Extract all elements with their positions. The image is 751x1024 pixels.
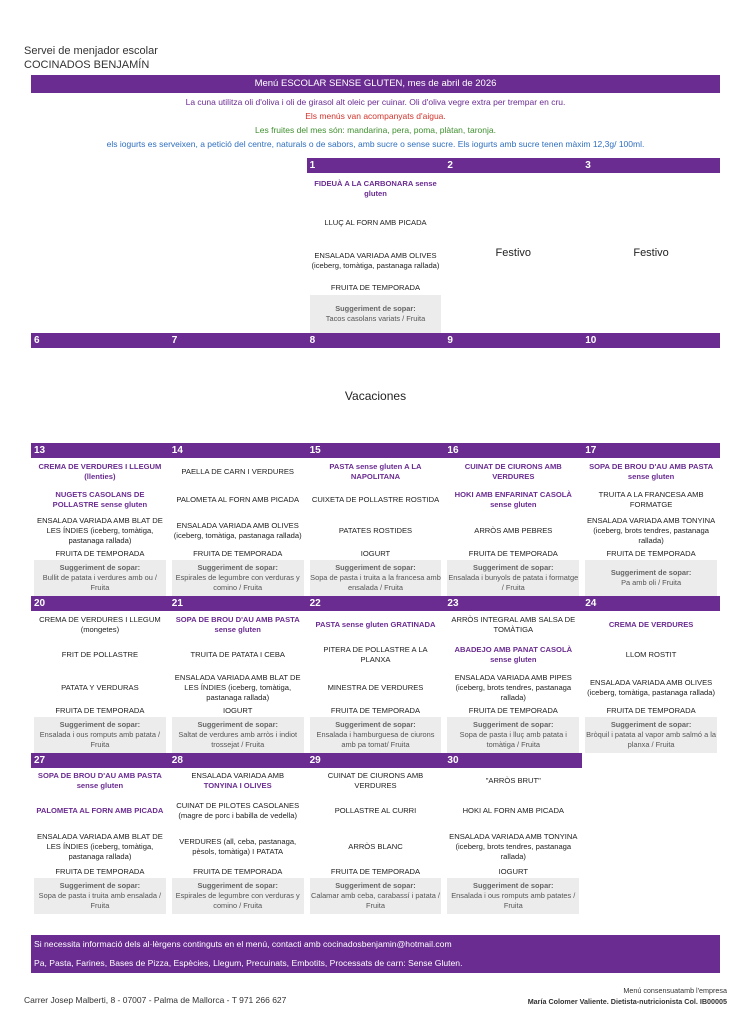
day-number: 20 (31, 596, 169, 611)
dinner-suggestion (34, 717, 166, 753)
dessert: IOGURT (360, 549, 391, 558)
dinner-suggestion-text: Pa amb oli / Fruita (621, 578, 682, 587)
dinner-suggestion-title: Suggeriment de sopar: (197, 881, 278, 890)
dessert: IOGURT (498, 867, 528, 876)
first-course (172, 768, 304, 794)
holiday-cell: Festivo (633, 247, 669, 259)
note-oil: La cuna utilitza oli d'oliva i oli de girasol alt oleic per cuinar. Oli d'oliva vegre extra per trempar en cru. (185, 97, 566, 107)
first-course: SOPA DE BROU D'AU AMB PASTA sense gluten (175, 615, 300, 634)
second-course: PALOMETA AL FORN AMB PICADA (176, 495, 300, 504)
side-dish: ENSALADA VARIADA AMB TONYINA (iceberg, brots tendres, pastanaga rallada) (586, 516, 716, 545)
dinner-suggestion-title: Suggeriment de sopar: (473, 563, 554, 572)
dinner-suggestion-title: Suggeriment de sopar: (335, 304, 416, 313)
day-cell (582, 458, 720, 596)
day-cell (169, 458, 307, 596)
day-number: 9 (444, 333, 582, 348)
dinner-suggestion-title: Suggeriment de sopar: (335, 563, 416, 572)
vacation-label: Vacaciones (344, 388, 407, 403)
day-number: 27 (31, 753, 169, 768)
side-dish: ARRÒS AMB PEBRES (474, 526, 553, 535)
dinner-suggestion (172, 717, 304, 753)
dessert: FRUITA DE TEMPORADA (468, 549, 558, 558)
dinner-suggestion (34, 560, 166, 596)
dinner-suggestion-title: Suggeriment de sopar: (59, 881, 141, 890)
dessert: FRUITA DE TEMPORADA (606, 549, 696, 558)
menu-row (31, 173, 720, 333)
day-number: 6 (31, 333, 169, 348)
dinner-suggestion-text: Espirales de legumbre con verduras y comino / Fruita (175, 573, 300, 592)
first-course: CREMA DE VERDURES (608, 620, 694, 629)
dinner-suggestion (585, 560, 717, 596)
first-course: ARRÒS INTEGRAL AMB SALSA DE TOMÀTIGA (451, 615, 576, 634)
allergen-contact: Si necessita informació dels al·lèrgens continguts en el menú, contacti amb cocinadosbenjamin@hotmail.com (34, 939, 452, 949)
first-course: "ARRÒS BRUT" (485, 776, 541, 785)
dessert: IOGURT (222, 706, 253, 715)
day-number: 24 (582, 596, 720, 611)
second-course: POLLASTRE AL CURRI (334, 806, 417, 815)
dinner-suggestion-title: Suggeriment de sopar: (610, 720, 692, 729)
week-4 (31, 596, 720, 753)
second-course: PALOMETA AL FORN AMB PICADA (36, 806, 164, 815)
side-dish: ENSALADA VARIADA AMB BLAT DE LES ÍNDIES (iceberg, tomàtiga, pastanaga rallada) (37, 516, 163, 545)
first-course: PAELLA DE CARN I VERDURES (181, 467, 294, 476)
side-dish: ENSALADA VARIADA AMB OLIVES (iceberg, tomàtiga, pastanaga rallada) (587, 678, 716, 697)
address: Carrer Josep Malberti, 8 - 07007 - Palma de Mallorca - T 971 266 627 (24, 995, 287, 1005)
day-number-row (31, 753, 720, 768)
dessert: FRUITA DE TEMPORADA (330, 283, 421, 292)
dinner-suggestion-text: Espirales de legumbre con verduras y comino / Fruita (175, 891, 300, 910)
dessert: FRUITA DE TEMPORADA (606, 706, 696, 715)
first-course: FIDEUÀ A LA CARBONARA sense gluten (314, 179, 437, 198)
dinner-suggestion-text: Bullit de patata i verdures amb ou / Fruita (42, 573, 157, 592)
second-course: TRUITA A LA FRANCESA AMB FORMATGE (598, 490, 704, 509)
dinner-suggestion-title: Suggeriment de sopar: (59, 720, 141, 729)
day-cell (444, 768, 582, 914)
menu-row (31, 768, 720, 914)
second-course: CUIXETA DE POLLASTRE ROSTIDA (311, 495, 440, 504)
first-course: SOPA DE BROU D'AU AMB PASTA sense gluten (37, 771, 162, 790)
dessert: FRUITA DE TEMPORADA (55, 706, 145, 715)
day-cell (582, 768, 720, 914)
second-course: ABADEJO AMB PANAT CASOLÀ sense gluten (454, 645, 573, 664)
day-number: 29 (307, 753, 445, 768)
day-number: 13 (31, 443, 169, 458)
dinner-suggestion-title: Suggeriment de sopar: (473, 720, 554, 729)
company-name: COCINADOS BENJAMÍN (24, 59, 150, 71)
holiday-cell: Festivo (495, 247, 532, 259)
first-course: CREMA DE VERDURES I LLEGUM (llenties) (38, 462, 162, 481)
first-course: PASTA sense gluten A LA NAPOLITANA (329, 462, 422, 481)
dessert: FRUITA DE TEMPORADA (193, 867, 283, 876)
side-dish: ENSALADA VARIADA AMB BLAT DE LES ÍNDIES (iceberg, tomàtiga, pastanaga rallada) (174, 673, 301, 702)
day-cell (31, 611, 169, 753)
dinner-suggestion (447, 560, 579, 596)
menu-row (31, 458, 720, 596)
dinner-suggestion-title: Suggeriment de sopar: (197, 720, 278, 729)
day-number: 28 (169, 753, 307, 768)
dinner-suggestion-text: Sopa de pasta i lluç amb patata i tomàtiga / Fruita (459, 730, 567, 749)
dessert: FRUITA DE TEMPORADA (55, 549, 145, 558)
dinner-suggestion (172, 878, 304, 914)
day-number: 10 (582, 333, 720, 348)
side-dish: ENSALADA VARIADA AMB OLIVES (iceberg, tomàtiga, pastanaga rallada) (311, 251, 440, 270)
first-course: PASTA sense gluten GRATINADA (315, 620, 436, 629)
gluten-free-note: Pa, Pasta, Farines, Bases de Pizza, Espècies, Llegum, Precuinats, Embotits, Processats de carn: Sense Gluten. (34, 958, 463, 968)
dessert: FRUITA DE TEMPORADA (330, 706, 421, 715)
dessert: FRUITA DE TEMPORADA (468, 706, 558, 715)
note-yogurt: els iogurts es serveixen, a petició del centre, naturals o de sabors, amb sucre o sense sucre. Els iogurts amb sucre tenen màxim 12,3g/ 100ml. (106, 139, 645, 149)
day-number (582, 753, 720, 768)
dinner-suggestion-title: Suggeriment de sopar: (610, 568, 692, 577)
side-dish: PATATA Y VERDURAS (61, 683, 139, 692)
dish-text: ENSALADA VARIADA AMB (191, 771, 285, 780)
dinner-suggestion (585, 717, 717, 753)
dinner-suggestion-title: Suggeriment de sopar: (473, 881, 554, 890)
day-number: 14 (169, 443, 307, 458)
day-cell (582, 611, 720, 753)
second-course: LLOM ROSTIT (625, 650, 677, 659)
dinner-suggestion-text: Calamar amb ceba, carabassí i patata / Fruita (310, 891, 440, 910)
dinner-suggestion-text: Ensalada i bunyols de patata i formatge / Fruita (448, 573, 579, 592)
day-cell (307, 458, 445, 596)
dinner-suggestion-text: Ensalada i hamburguesa de ciurons amb pa tomat/ Fruita (316, 730, 435, 749)
dinner-suggestion (310, 717, 442, 753)
day-number-row (31, 333, 720, 348)
day-number (31, 158, 169, 173)
allergen-info (31, 935, 720, 973)
signature-line2: María Colomer Valiente. Dietista-nutricionista Col. IB00005 (527, 997, 727, 1006)
side-dish: ENSALADA VARIADA AMB PIPES (iceberg, brots tendres, pastanaga rallada) (454, 673, 572, 702)
day-cell (307, 768, 445, 914)
dinner-suggestion (34, 878, 166, 914)
dinner-suggestion-text: Ensalada i ous romputs amb patates / Fruita (451, 891, 576, 910)
day-number: 7 (169, 333, 307, 348)
second-course: FRIT DE POLLASTRE (61, 650, 139, 659)
dinner-suggestion-text: Saltat de verdures amb arròs i indiot trossejat / Fruita (178, 730, 298, 749)
second-course: PITERA DE POLLASTRE A LA PLANXA (323, 645, 428, 664)
day-cell (31, 768, 169, 914)
day-number-row (31, 596, 720, 611)
day-cell (307, 611, 445, 753)
dinner-suggestion (310, 295, 442, 333)
day-number: 22 (307, 596, 445, 611)
second-course: LLUÇ AL FORN AMB PICADA (324, 218, 427, 227)
day-cell (31, 458, 169, 596)
dish-text-highlight: TONYINA I OLIVES (203, 781, 272, 790)
second-course: HOKI AL FORN AMB PICADA (462, 806, 564, 815)
day-cell (31, 173, 169, 333)
day-number: 23 (444, 596, 582, 611)
day-cell (444, 611, 582, 753)
dinner-suggestion-text: Ensalada i ous romputs amb patata / Fruita (39, 730, 161, 749)
side-dish: ENSALADA VARIADA AMB OLIVES (iceberg, tomàtiga, pastanaga rallada) (173, 521, 302, 540)
side-dish: PATATES ROSTIDES (338, 526, 413, 535)
first-course: CUINAT DE CIURONS AMB VERDURES (327, 771, 424, 790)
week-5 (31, 753, 720, 914)
menu-banner: Menú ESCOLAR SENSE GLUTEN, mes de abril de 2026 (31, 75, 720, 93)
dinner-suggestion-title: Suggeriment de sopar: (59, 563, 141, 572)
day-number (169, 158, 307, 173)
day-cell (169, 768, 307, 914)
dinner-suggestion-title: Suggeriment de sopar: (197, 563, 278, 572)
second-course: HOKI AMB ENFARINAT CASOLÀ sense gluten (454, 490, 572, 509)
dinner-suggestion-text: Tacos casolans variats / Fruita (325, 314, 426, 323)
signature (528, 985, 727, 1007)
side-dish: VERDURES (all, ceba, pastanaga, pèsols, tomàtiga) I PATATA (179, 837, 297, 856)
header (24, 44, 158, 72)
dinner-suggestion-text: Sopa de pasta i truita a la francesa amb ensalada / Fruita (310, 573, 441, 592)
day-number: 16 (444, 443, 582, 458)
week-1 (31, 158, 720, 333)
day-number: 17 (582, 443, 720, 458)
day-number: 2 (444, 158, 582, 173)
note-fruits: Les fruites del mes són: mandarina, pera, poma, plàtan, taronja. (255, 125, 496, 135)
dinner-suggestion (310, 878, 442, 914)
menu-row (31, 611, 720, 753)
day-number: 30 (444, 753, 582, 768)
day-number: 21 (169, 596, 307, 611)
day-number: 8 (307, 333, 445, 348)
dessert: FRUITA DE TEMPORADA (330, 867, 421, 876)
side-dish: ENSALADA VARIADA AMB TONYINA (iceberg, brots tendres, pastanaga rallada) (449, 832, 578, 861)
signature-line1: Menú consensuatamb l'empresa (623, 986, 727, 995)
day-number-row (31, 158, 720, 173)
dessert: FRUITA DE TEMPORADA (55, 867, 145, 876)
dinner-suggestion (172, 560, 304, 596)
day-cell (169, 173, 307, 333)
day-number: 15 (307, 443, 445, 458)
day-cell (307, 173, 445, 333)
dinner-suggestion (447, 717, 579, 753)
first-course: CUINAT DE CIURONS AMB VERDURES (464, 462, 562, 481)
service-title: Servei de menjador escolar (24, 45, 158, 57)
day-number: 1 (307, 158, 445, 173)
day-number-row (31, 443, 720, 458)
dinner-suggestion (310, 560, 442, 596)
dinner-suggestion-title: Suggeriment de sopar: (335, 881, 416, 890)
dinner-suggestion-title: Suggeriment de sopar: (335, 720, 416, 729)
day-cell (444, 458, 582, 596)
week-2 (31, 333, 720, 443)
week-3 (31, 443, 720, 596)
note-water: Els menús van acompanyats d'aigua. (305, 111, 446, 121)
first-course: SOPA DE BROU D'AU AMB PASTA sense gluten (589, 462, 714, 481)
dinner-suggestion-text: Sopa de pasta i truita amb ensalada / Fruita (38, 891, 162, 910)
side-dish: MINESTRA DE VERDURES (327, 683, 424, 692)
second-course: CUINAT DE PILOTES CASOLANES (magre de porc i babilla de vedella) (176, 801, 300, 820)
second-course: NUGETS CASOLANS DE POLLASTRE sense gluten (52, 490, 148, 509)
side-dish: ENSALADA VARIADA AMB BLAT DE LES ÍNDIES (iceberg, tomàtiga, pastanaga rallada) (37, 832, 163, 861)
day-cell (169, 611, 307, 753)
dessert: FRUITA DE TEMPORADA (193, 549, 283, 558)
side-dish: ARRÒS BLANC (348, 842, 403, 851)
dinner-suggestion-text: Bròquil i patata al vapor amb salmó a la planxa / Fruita (586, 730, 716, 749)
dinner-suggestion (447, 878, 579, 914)
menu-calendar (31, 158, 720, 914)
first-course: CREMA DE VERDURES I LLEGUM (mongetes) (39, 615, 161, 634)
day-number: 3 (582, 158, 720, 173)
second-course: TRUITA DE PATATA I CEBA (190, 650, 285, 659)
